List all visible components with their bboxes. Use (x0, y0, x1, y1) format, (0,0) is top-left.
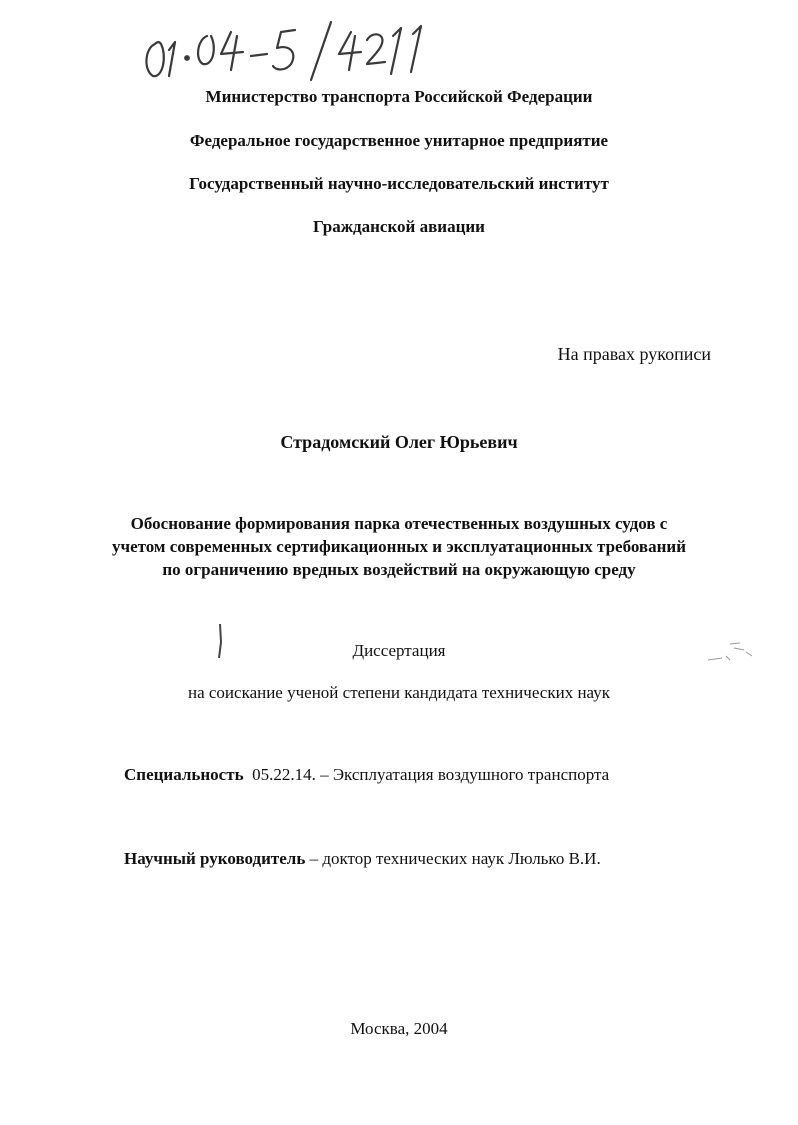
handwritten-archive-code (135, 14, 435, 84)
author-name: Страдомский Олег Юрьевич (280, 432, 518, 452)
enterprise-line: Федеральное государственное унитарное предприятие (189, 131, 609, 150)
specialty-line (124, 765, 609, 785)
institute-line: Государственный научно-исследовательский институт (189, 174, 609, 193)
advisor-label: Научный руководитель (124, 849, 306, 868)
work-type: Диссертация (352, 641, 446, 660)
degree-line: на соискание ученой степени кандидата технических наук (187, 683, 610, 702)
title-line-2: учетом современных сертификационных и эксплуатационных требований (112, 537, 686, 556)
specialty-value: 05.22.14. – Эксплуатация воздушного транспорта (252, 765, 610, 784)
advisor-line (124, 849, 601, 869)
specialty-label: Специальность (124, 765, 244, 784)
aviation-line: Гражданской авиации (313, 217, 485, 236)
ministry-line: Министерство транспорта Российской Федерации (205, 87, 593, 106)
city-year: Москва, 2004 (350, 1019, 448, 1038)
rights-note: На правах рукописи (557, 344, 711, 364)
title-line-3: по ограничению вредных воздействий на окружающую среду (162, 560, 636, 579)
advisor-value: – доктор технических наук Люлько В.И. (309, 849, 601, 868)
title-line-1: Обоснование формирования парка отечественных воздушных судов с (130, 514, 668, 533)
